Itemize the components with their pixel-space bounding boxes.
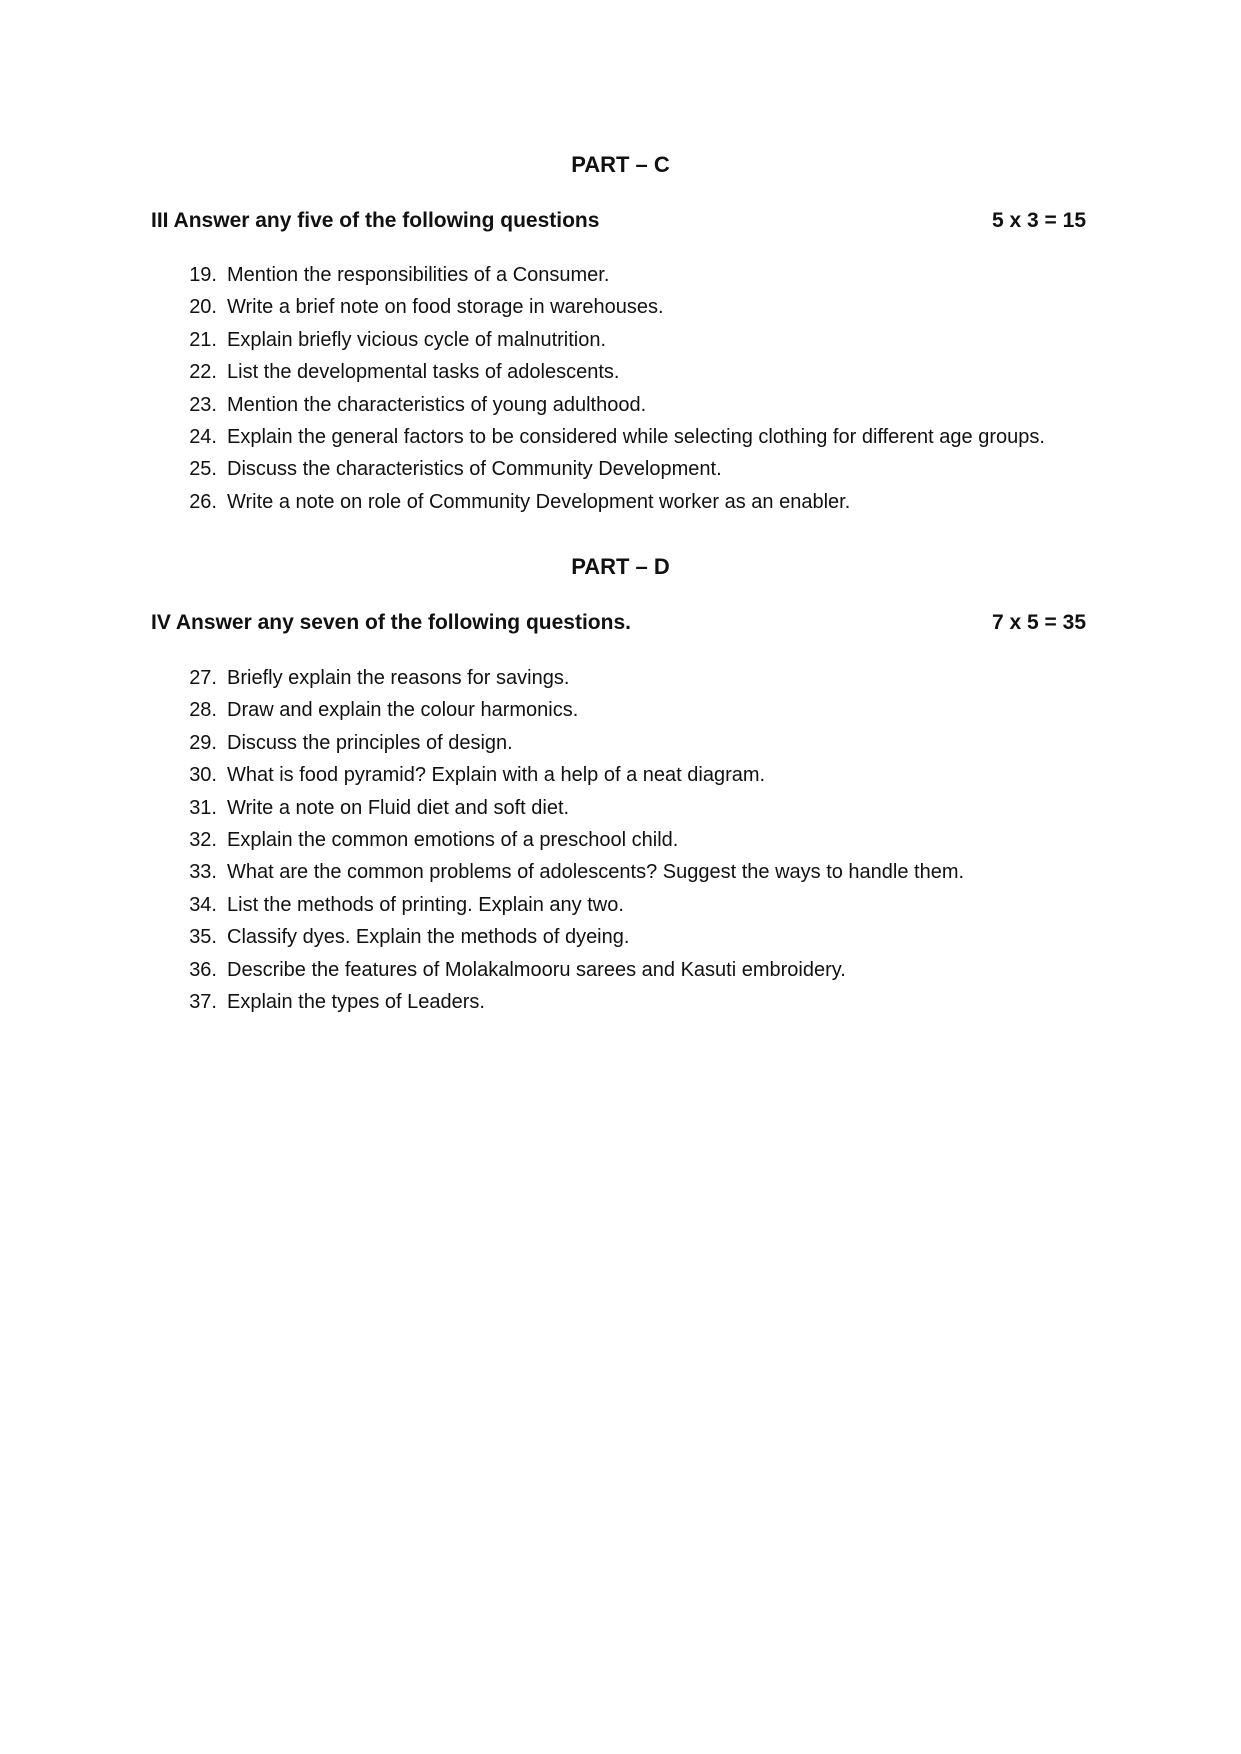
question-text: Explain the common emotions of a preschool child. — [227, 828, 679, 851]
question-item — [185, 954, 1125, 986]
question-number: 22. — [189, 361, 217, 384]
part-d-instruction: IV Answer any seven of the following questions. — [151, 611, 631, 634]
question-item — [185, 421, 1125, 453]
question-number: 21. — [189, 328, 217, 351]
question-number: 31. — [189, 796, 217, 819]
question-number: 36. — [189, 958, 217, 981]
question-item — [185, 291, 1125, 323]
question-number: 24. — [189, 425, 217, 448]
part-d-marks: 7 x 5 = 35 — [992, 611, 1086, 634]
question-item — [185, 986, 1125, 1018]
question-number: 37. — [189, 990, 217, 1013]
question-number: 27. — [189, 667, 217, 689]
question-text: Discuss the characteristics of Community Development. — [227, 458, 722, 481]
question-item — [185, 389, 1125, 421]
question-item — [185, 486, 1125, 518]
question-item — [185, 889, 1125, 921]
question-text: Write a note on Fluid diet and soft diet. — [227, 796, 570, 819]
question-text: List the methods of printing. Explain any two. — [227, 893, 624, 916]
part-c-instruction: III Answer any five of the following questions — [151, 209, 600, 232]
question-item — [185, 824, 1125, 856]
question-text: Draw and explain the colour harmonics. — [227, 699, 579, 722]
question-text: Explain briefly vicious cycle of malnutrition. — [227, 328, 607, 351]
part-c-marks: 5 x 3 = 15 — [992, 209, 1086, 232]
question-text: Write a brief note on food storage in warehouses. — [227, 296, 664, 319]
question-number: 26. — [189, 490, 217, 513]
part-d-instruction-row — [151, 608, 1086, 638]
part-d-title: PART – D — [571, 554, 670, 579]
question-number: 33. — [189, 861, 217, 884]
question-text: Discuss the principles of design. — [227, 731, 513, 754]
question-text: Mention the characteristics of young adulthood. — [227, 393, 647, 416]
question-number: 29. — [189, 731, 217, 754]
question-item — [185, 453, 1125, 485]
question-number: 32. — [189, 828, 217, 851]
question-text: Explain the general factors to be considered while selecting clothing for different age groups. — [227, 425, 1045, 448]
question-item — [185, 662, 1125, 694]
question-item — [185, 921, 1125, 953]
question-item — [185, 356, 1125, 388]
question-item — [185, 759, 1125, 791]
question-text: Briefly explain the reasons for savings. — [227, 667, 570, 689]
question-text: List the developmental tasks of adolescents. — [227, 361, 620, 384]
question-number: 28. — [189, 699, 217, 722]
question-item — [185, 727, 1125, 759]
question-item — [185, 694, 1125, 726]
question-number: 23. — [189, 393, 217, 416]
question-text: What is food pyramid? Explain with a help of a neat diagram. — [227, 764, 766, 787]
question-text: What are the common problems of adolescents? Suggest the ways to handle them. — [227, 861, 965, 884]
question-item — [185, 792, 1125, 824]
question-number: 34. — [189, 893, 217, 916]
question-number: 19. — [189, 264, 217, 286]
question-number: 35. — [189, 926, 217, 949]
part-c-question-list — [185, 259, 1125, 518]
question-number: 25. — [189, 458, 217, 481]
question-text: Classify dyes. Explain the methods of dyeing. — [227, 926, 630, 949]
part-c-title: PART – C — [571, 152, 670, 177]
question-item — [185, 324, 1125, 356]
question-text: Describe the features of Molakalmooru sarees and Kasuti embroidery. — [227, 958, 846, 981]
question-text: Mention the responsibilities of a Consumer. — [227, 264, 610, 286]
question-number: 20. — [189, 296, 217, 319]
question-item — [185, 259, 1125, 291]
question-number: 30. — [189, 764, 217, 787]
part-d-question-list — [185, 662, 1125, 1018]
question-text: Write a note on role of Community Development worker as an enabler. — [227, 490, 851, 513]
question-item — [185, 856, 1125, 888]
part-c-instruction-row — [151, 206, 1086, 236]
question-text: Explain the types of Leaders. — [227, 990, 485, 1013]
